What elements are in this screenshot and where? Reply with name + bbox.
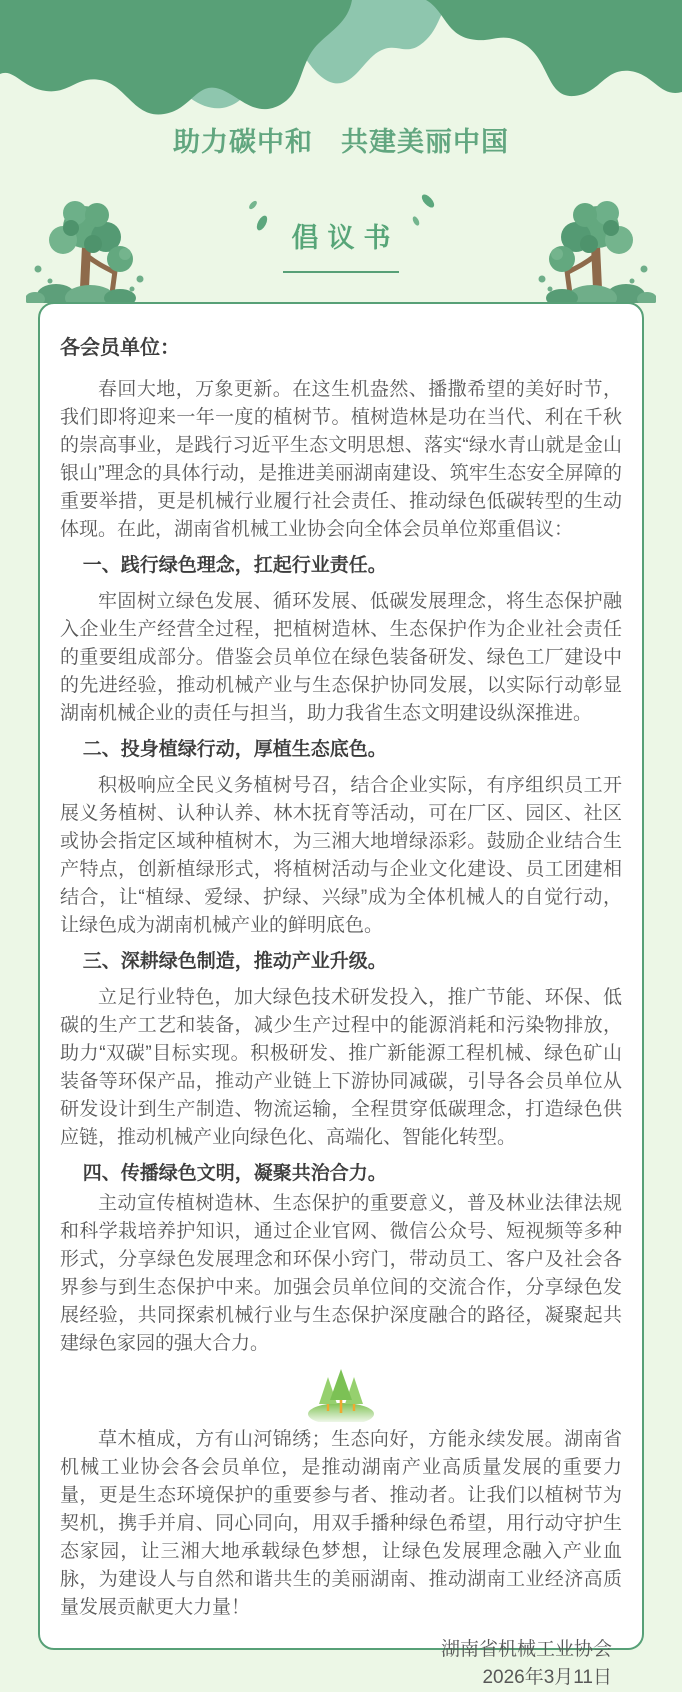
section-4-body: 主动宣传植树造林、生态保护的重要意义，普及林业法律法规和科学栽培养护知识，通过企业官网、微信公众号、短视频等多种形式，分享绿色发展理念和环保小窍门，带动员工、客户及社会各界参与到生态保护中来。加强会员单位间的交流合作，分享绿色发展经验，共同探索机械行业与生态保护深度融合的路径，凝聚起共建绿色家园的强大合力。 [60,1193,622,1354]
banner-underline [283,271,399,273]
tree-icon-left [26,197,154,303]
signature-org: 湖南省机械工业协会 [440,1639,612,1660]
signature-block [60,1636,622,1692]
banner-title: 倡议书 [291,223,400,253]
tree-icon-right [528,197,656,303]
section-3-body: 立足行业特色，加大绿色技术研发投入，推广节能、环保、低碳的生产工艺和装备，减少生产过程中的能源消耗和污染物排放，助力“双碳”目标实现。积极研发、推广新能源工程机械、绿色矿山装备等环保产品，推动产业链上下游协同减碳，引导各会员单位从研发设计到生产制造、物流运输，全程贯穿低碳理念，打造绿色供应链，推动机械产业向绿色化、高端化、智能化转型。 [60,987,622,1148]
salutation: 各会员单位： [60,337,180,359]
section-3-heading: 三、深耕绿色制造，推动产业升级。 [82,951,387,972]
pine-hill-icon [305,1366,377,1422]
letter-card [38,302,644,1688]
section-4-heading: 四、传播绿色文明，凝聚共治合力。 [82,1163,387,1184]
top-wave-decoration [0,0,682,135]
signature-date: 2026年3月11日 [482,1667,612,1688]
page-title: 助力碳中和 共建美丽中国 [173,127,509,157]
closing-paragraph: 草木植成，方有山河锦绣；生态向好，方能永续发展。湖南省机械工业协会各会员单位，是推动湖南产业高质量发展的重要力量，更是生态环境保护的重要参与者、推动者。让我们以植树节为契机，携手并肩、同心同向，用双手播种绿色希望，用行动守护生态家园，让三湘大地承载绿色梦想，让绿色发展理念融入产业血脉，为建设人与自然和谐共生的美丽湖南、推动湖南工业经济高质量发展贡献更大力量！ [60,1429,622,1618]
section-1-body: 牢固树立绿色发展、循环发展、低碳发展理念，将生态保护融入企业生产经营全过程，把植树造林、生态保护作为企业社会责任的重要组成部分。借鉴会员单位在绿色装备研发、绿色工厂建设中的先进经验，推动机械产业与生态保护协同发展，以实际行动彰显湖南机械企业的责任与担当，助力我省生态文明建设纵深推进。 [60,591,622,724]
intro-paragraph: 春回大地，万象更新。在这生机盎然、播撒希望的美好时节，我们即将迎来一年一度的植树节。植树造林是功在当代、利在千秋的崇高事业，是践行习近平生态文明思想、落实“绿水青山就是金山银山”理念的具体行动，是推进美丽湖南建设、筑牢生态安全屏障的重要举措，更是机械行业履行社会责任、推动绿色低碳转型的生动体现。在此，湖南省机械工业协会向全体会员单位郑重倡议： [60,379,622,540]
section-1-heading: 一、践行绿色理念，扛起行业责任。 [82,555,387,576]
section-2-body: 积极响应全民义务植树号召，结合企业实际，有序组织员工开展义务植树、认种认养、林木抚育等活动，可在厂区、园区、社区或协会指定区域种植树木，为三湘大地增绿添彩。鼓励企业结合生产特点，创新植绿形式，将植树活动与企业文化建设、员工团建相结合，让“植绿、爱绿、护绿、兴绿”成为全体机械人的自觉行动，让绿色成为湖南机械产业的鲜明底色。 [60,775,622,936]
section-2-heading: 二、投身植绿行动，厚植生态底色。 [82,739,387,760]
pine-hill-decoration [60,1366,622,1422]
